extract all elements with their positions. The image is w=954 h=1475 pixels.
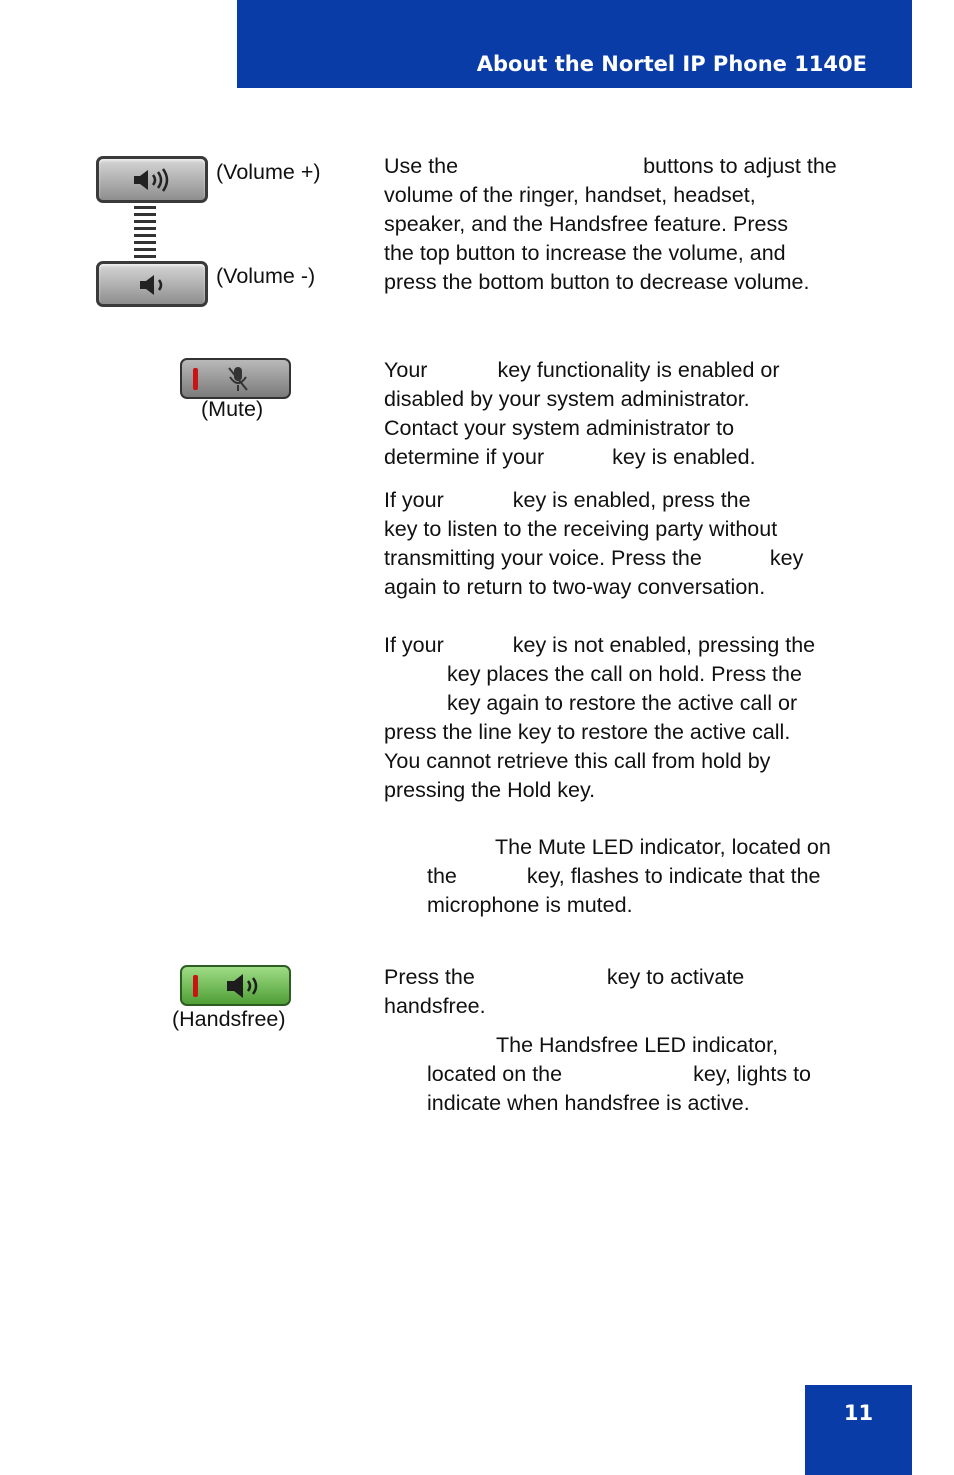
mute-paragraph-2: If your key is enabled, press the key to listen to the receiving party without transmitting your voice. Press the key again to return to two-way conversation. [384, 488, 804, 599]
volume-description: Use the buttons to adjust the volume of the ringer, handset, headset, speaker, and the Handsfree feature. Press the top button to increase the volume, and press the bottom button to decrease volume. [384, 154, 837, 294]
mute-note: The Mute LED indicator, located on the key, flashes to indicate that the microphone is muted. [427, 835, 831, 917]
speaker-loud-icon [131, 167, 175, 193]
header-bar [237, 0, 912, 88]
volume-level-dots [134, 206, 156, 260]
volume-up-key [96, 156, 208, 203]
volume-down-caption: (Volume -) [216, 264, 316, 288]
handsfree-caption: (Handsfree) [172, 1007, 286, 1031]
mute-paragraph-3: If your key is not enabled, pressing the key places the call on hold. Press the key again to restore the active call or press the line key to restore the active call. You cannot retrieve this call from hold by pressing the Hold key. [384, 633, 816, 802]
volume-down-key [96, 261, 208, 307]
page-number: 11 [843, 1401, 874, 1425]
mute-led [193, 368, 198, 390]
mute-key [180, 358, 291, 399]
handsfree-led [193, 975, 198, 997]
mute-paragraph-1: Your key functionality is enabled or disabled by your system administrator. Contact your system administrator to determine if your key is enabled. [384, 358, 780, 469]
handsfree-key [180, 965, 291, 1006]
page-header-title: About the Nortel IP Phone 1140E [476, 52, 867, 76]
speaker-soft-icon [137, 272, 171, 298]
speaker-icon [224, 972, 260, 1000]
mute-caption: (Mute) [201, 397, 264, 421]
microphone-muted-icon [226, 365, 250, 393]
handsfree-note: The Handsfree LED indicator, located on the key, lights to indicate when handsfree is active. [427, 1033, 811, 1115]
handsfree-paragraph: Press the key to activate handsfree. [384, 965, 745, 1018]
volume-up-caption: (Volume +) [216, 160, 321, 184]
page-number-box [805, 1385, 912, 1475]
